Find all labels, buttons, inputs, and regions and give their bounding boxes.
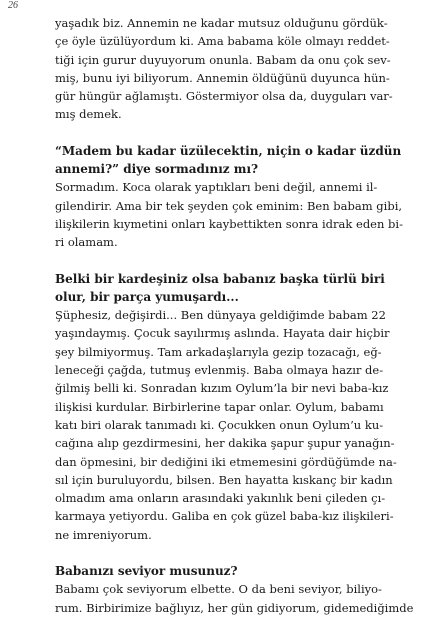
page-number: 26 — [8, 0, 18, 11]
question-heading-1 — [55, 142, 417, 179]
text-line: ilişkilerin kıymetini onları kaybettikten sonra idrak eden bi- — [55, 216, 403, 231]
text-line: rum. Birbirimize bağlıyız, her gün gidiyorum, gidemediğimde — [55, 600, 414, 615]
text-line: Sormadım. Koca olarak yaptıkları beni değil, annemi il- — [55, 180, 378, 195]
text-line: karmaya yetiyordu. Galiba en çok güzel baba-kız ilişkileri- — [55, 509, 394, 524]
text-line: olmadım ama onların arasındaki yakınlık beni çileden çı- — [55, 491, 386, 506]
text-line: mış demek. — [55, 107, 122, 122]
text-line: gilendirir. Ama bir tek şeyden çok eminim: Ben babam gibi, — [55, 198, 403, 213]
answer-paragraph-1 — [55, 14, 417, 124]
question-heading-3 — [55, 562, 417, 580]
text-line: cağına alıp gezdirmesini, her dakika şapur şupur yanağın- — [55, 436, 395, 451]
text-line: çe öyle üzülüyordum ki. Ama babama köle olmayı reddet- — [55, 34, 390, 49]
answer-paragraph-3 — [55, 306, 417, 544]
text-line: dan öpmesini, bir dediğini iki etmemesini gördüğümde na- — [55, 454, 397, 469]
text-line: miş, bunu iyi biliyorum. Annemin öldüğünü duyunca hün- — [55, 70, 390, 85]
question-line: olur, bir parça yumuşardı... — [55, 289, 239, 304]
text-line: Babamı çok seviyorum elbette. O da beni seviyor, biliyo- — [55, 582, 382, 597]
answer-paragraph-4 — [55, 580, 417, 617]
page-content — [55, 14, 417, 617]
text-line: yaşındaymış. Çocuk sayılırmış aslında. Hayata dair hiçbir — [55, 326, 390, 341]
text-line: yaşadık biz. Annemin ne kadar mutsuz olduğunu gördük- — [55, 16, 388, 30]
text-line: gür hüngür ağlamıştı. Göstermiyor olsa da, duyguları var- — [55, 89, 393, 104]
text-line: katı biri olarak tanımadı ki. Çocukken onun Oylum’u ku- — [55, 417, 384, 432]
text-line: ğilmiş belli ki. Sonradan kızım Oylum’la bir nevi baba-kız — [55, 381, 389, 396]
text-line: ri olamam. — [55, 235, 118, 250]
question-line: Belki bir kardeşiniz olsa babanız başka türlü biri — [55, 271, 385, 286]
question-line: annemi?” diye sormadınız mı? — [55, 162, 259, 177]
answer-paragraph-2 — [55, 178, 417, 251]
question-line: “Madem bu kadar üzülecektin, niçin o kadar üzdün — [55, 143, 402, 158]
text-line: Şüphesiz, değişirdi... Ben dünyaya geldiğimde babam 22 — [55, 308, 386, 323]
question-heading-2 — [55, 270, 417, 307]
text-line: sıl için buruluyordu, bilsen. Ben hayatta kıskanç bir kadın — [55, 472, 393, 487]
text-line: ilişkisi kurdular. Birbirlerine tapar onlar. Oylum, babamı — [55, 399, 384, 414]
text-line: leneceği çağda, tutmuş evlenmiş. Baba olmaya hazır de- — [55, 363, 384, 378]
text-line: ne imreniyorum. — [55, 527, 152, 542]
text-line: tiği için gurur duyuyorum onunla. Babam da onu çok sev- — [55, 52, 391, 67]
text-line: şey bilmiyormuş. Tam arkadaşlarıyla gezip tozacağı, eğ- — [55, 344, 382, 359]
question-line: Babanızı seviyor musunuz? — [55, 564, 238, 579]
